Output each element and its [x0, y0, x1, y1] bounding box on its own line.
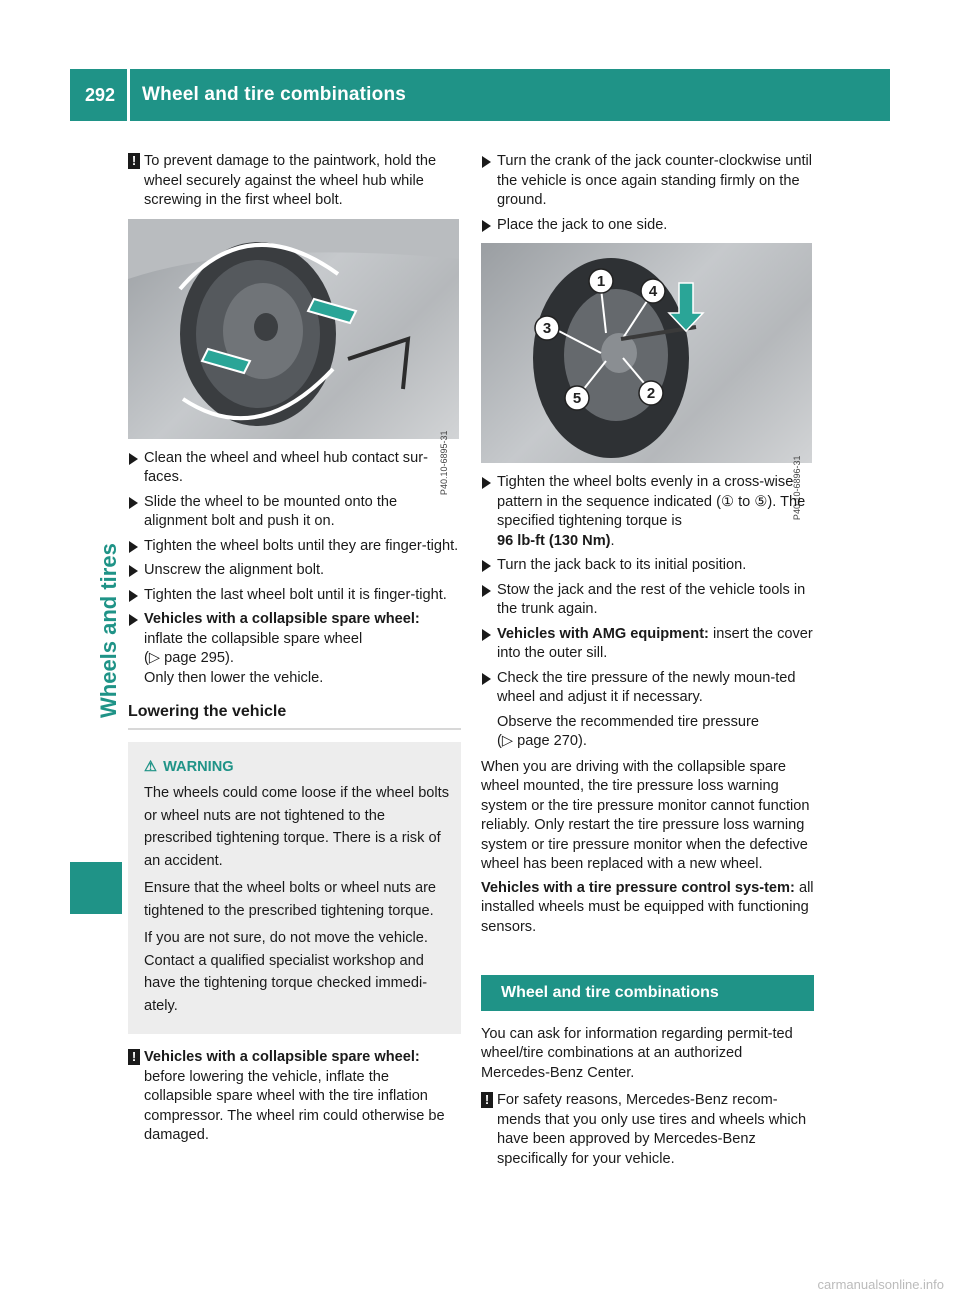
step-tighten-cross: Tighten the wheel bolts evenly in a cross-wise pattern in the sequence indicated (① to ⑤). The specified tightening torque is 96 lb-ft (130 Nm).: [481, 473, 814, 551]
caution-icon: !: [128, 153, 140, 169]
step-amg: Vehicles with AMG equipment: insert the cover into the outer sill.: [481, 625, 814, 664]
figure-code: P40.10-6895-31: [439, 430, 450, 496]
side-section-label: Wheels and tires: [96, 543, 121, 718]
step-turn-crank: Turn the crank of the jack counter-clockwise until the vehicle is once again standing firmly on the ground.: [481, 152, 814, 211]
left-column: [128, 152, 461, 1152]
inflate-note: ! Vehicles with a collapsible spare wheel: before lowering the vehicle, inflate the collapsible spare wheel with the tire inflation compressor. The wheel rim could otherwise be damaged.: [128, 1048, 461, 1146]
caution-icon: !: [481, 1092, 493, 1108]
collapsible-info-para: When you are driving with the collapsible spare wheel mounted, the tire pressure loss warning system or the tire pressure monitor cannot function reliably. Only restart the tire pressure loss warning system or tire pressure monitor when the defective wheel has been replaced with a new wheel.: [481, 758, 810, 872]
step-tighten-last: Tighten the last wheel bolt until it is finger-tight.: [128, 586, 461, 606]
header-title: Wheel and tire combinations: [142, 84, 407, 105]
step-clean: Clean the wheel and wheel hub contact sur-faces.: [128, 449, 461, 488]
callout-4: 4: [648, 283, 658, 300]
torque-value: 96 lb-ft (130 Nm): [497, 532, 611, 549]
page-ref-link[interactable]: (▷ page 295).: [144, 650, 234, 666]
step-jack-back: Turn the jack back to its initial position.: [481, 556, 814, 576]
warning-triangle-icon: ⚠: [144, 758, 158, 775]
step-unscrew: Unscrew the alignment bolt.: [128, 561, 461, 581]
watermark: carmanualsonline.info: [817, 1277, 944, 1292]
callout-3: 3: [542, 320, 552, 337]
step-tighten-finger: Tighten the wheel bolts until they are finger-tight.: [128, 537, 461, 557]
callout-1: 1: [596, 273, 606, 290]
wheel-mounting-illustration: [128, 219, 459, 439]
combinations-para: You can ask for information regarding permit-ted wheel/tire combinations at an authorized Mercedes-Benz Center.: [481, 1025, 793, 1081]
figure-code: P40.10-6896-31: [792, 455, 803, 520]
warning-box: [128, 742, 461, 1035]
step-slide: Slide the wheel to be mounted onto the alignment bolt and push it on.: [128, 493, 461, 532]
bolt-sequence-illustration: [481, 243, 812, 463]
page-number: 292: [85, 85, 116, 105]
header-divider: [127, 69, 130, 121]
callout-2: 2: [646, 385, 656, 402]
step-bold: Vehicles with a collapsible spare wheel:: [144, 611, 420, 627]
page-header: [70, 69, 890, 121]
page-ref-link[interactable]: (▷ page 270).: [497, 733, 587, 749]
callout-5: 5: [572, 390, 582, 407]
step-collapsible-spare: Vehicles with a collapsible spare wheel: inflate the collapsible spare wheel (▷ page 295). Only then lower the vehicle.: [128, 610, 461, 688]
section-heading: Wheel and tire combinations: [481, 975, 814, 1011]
side-tab-marker: [70, 862, 122, 914]
subheading-lowering: Lowering the vehicle: [128, 702, 461, 730]
right-column: [481, 152, 814, 1175]
step-check-pressure: Check the tire pressure of the newly moun-ted wheel and adjust it if necessary.: [481, 669, 814, 708]
step-place-jack: Place the jack to one side.: [481, 216, 814, 236]
caution-icon: !: [128, 1049, 140, 1065]
safety-note: ! For safety reasons, Mercedes-Benz recom-mends that you only use tires and wheels which have been approved by Mercedes-Benz specifically for your vehicle.: [481, 1091, 814, 1169]
warning-text: The wheels could come loose if the wheel bolts or wheel nuts are not tightened to the prescribed tightening torque. There is a risk of an accident.: [144, 785, 450, 869]
step-stow: Stow the jack and the rest of the vehicle tools in the trunk again.: [481, 581, 814, 620]
observe-text: Observe the recommended tire pressure (▷ page 270).: [497, 713, 759, 749]
paint-note: [128, 152, 461, 211]
warning-text: Ensure that the wheel bolts or wheel nuts are tightened to the prescribed tightening torque.: [144, 880, 437, 919]
warning-text: If you are not sure, do not move the vehicle. Contact a qualified specialist workshop and have the tightening torque checked immedi-ately.: [144, 930, 428, 1014]
warning-title: ⚠ WARNING: [144, 756, 449, 779]
pressure-control-para: Vehicles with a tire pressure control sys-tem: all installed wheels must be equipped with functioning sensors.: [481, 879, 814, 935]
paint-note-text: To prevent damage to the paintwork, hold the wheel securely against the wheel hub while screwing in the first wheel bolt.: [144, 153, 437, 208]
